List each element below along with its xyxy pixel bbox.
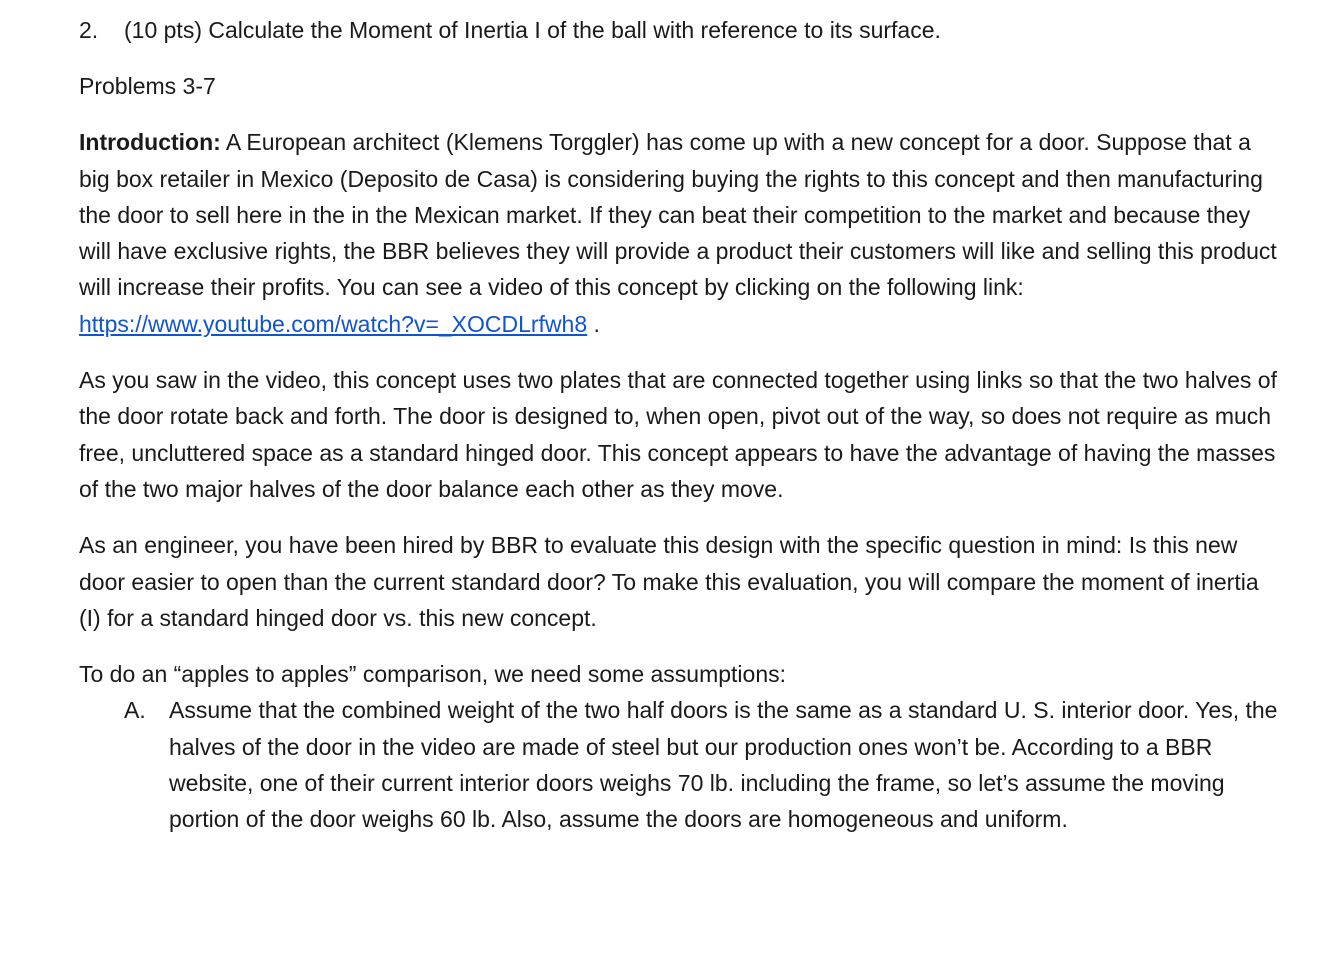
video-link[interactable]: https://www.youtube.com/watch?v=_XOCDLrfwh8	[79, 310, 588, 337]
question-2-text: (10 pts) Calculate the Moment of Inertia I of the ball with reference to its surface.	[124, 17, 941, 43]
engineer-paragraph: As an engineer, you have been hired by BBR to evaluate this design with the specific question in mind: Is this new door easier to open than the current standard door? To make this evaluation, you will compare the moment of inertia (I) for a standard hinged door vs. this new concept.	[79, 532, 1259, 631]
introduction-text: A European architect (Klemens Torggler) has come up with a new concept for a door. Suppose that a big box retailer in Mexico (Deposito de Casa) is considering buying the rights to this concept and then manufacturing the door to sell here in the in the Mexican market. If they can beat their competition to the market and because they will have exclusive rights, the BBR believes they will provide a product their customers will like and selling this product will increase their profits. You can see a video of this concept by clicking on the following link:	[79, 129, 1277, 301]
problems-heading: Problems 3-7	[79, 73, 216, 99]
list-item-text: Assume that the combined weight of the two half doors is the same as a standard U. S. interior door. Yes, the halves of the door in the video are made of steel but our production ones won’t be. According to a BBR website, one of their current interior doors weighs 70 lb. including the frame, so let’s assume the moving portion of the door weighs 60 lb. Also, assume the doors are homogeneous and uniform.	[169, 697, 1278, 833]
list-item	[79, 692, 1279, 837]
question-2	[79, 12, 1279, 48]
question-2-number: 2.	[79, 17, 99, 43]
introduction-paragraph	[79, 124, 1279, 342]
introduction-label: Introduction:	[79, 129, 221, 156]
list-item-marker: A.	[124, 697, 146, 724]
introduction-trailing: .	[587, 310, 600, 337]
video-paragraph: As you saw in the video, this concept uses two plates that are connected together using links so that the two halves of the door rotate back and forth. The door is designed to, when open, pivot out of the way, so does not require as much free, uncluttered space as a standard hinged door. This concept appears to have the advantage of having the masses of the two major halves of the door balance each other as they move.	[79, 367, 1277, 502]
document-page	[79, 12, 1279, 838]
assumptions-list	[79, 692, 1279, 837]
assumptions-intro: To do an “apples to apples” comparison, we need some assumptions:	[79, 661, 787, 688]
